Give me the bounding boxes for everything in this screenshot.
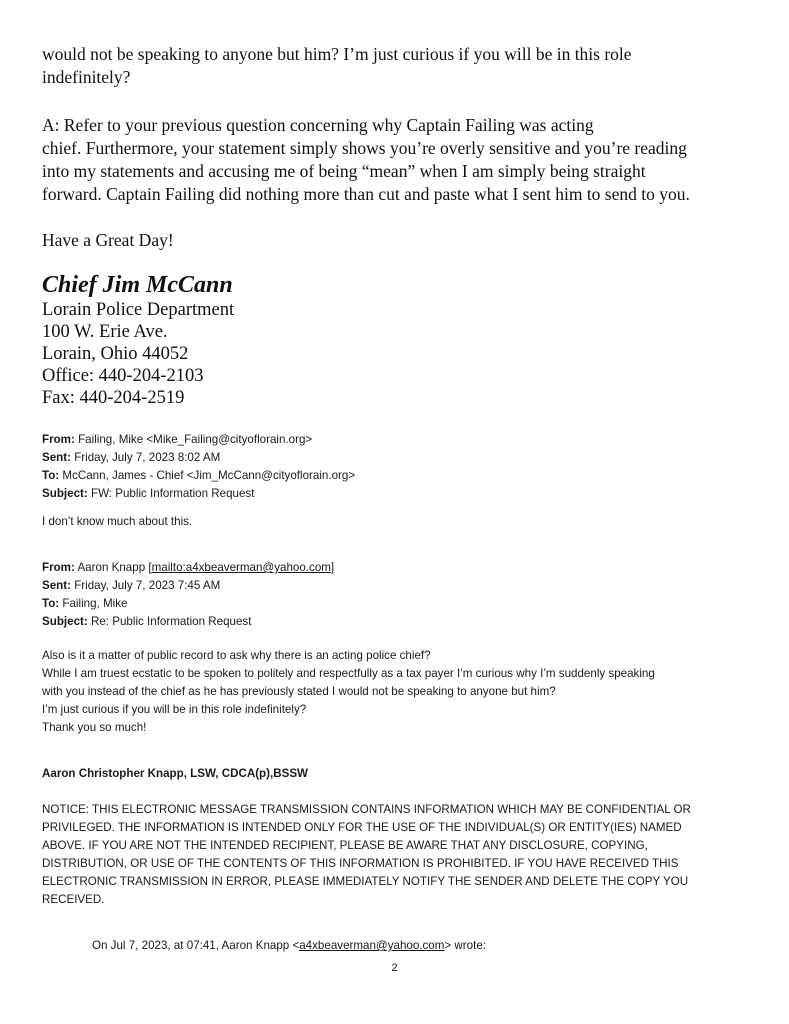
- text-line: NOTICE: THIS ELECTRONIC MESSAGE TRANSMISSION CONTAINS INFORMATION WHICH MAY BE CONFIDENTIAL OR: [42, 803, 691, 816]
- text-line: PRIVILEGED. THE INFORMATION IS INTENDED ONLY FOR THE USE OF THE INDIVIDUAL(S) OR ENTITY(IES) NAMED: [42, 821, 682, 834]
- label: To:: [42, 469, 60, 482]
- label: Sent:: [42, 451, 71, 464]
- quote-email-link[interactable]: a4xbeaverman@yahoo.com: [299, 939, 445, 952]
- signature-line: Office: 440-204-2103: [42, 366, 204, 386]
- email2-header: [42, 559, 759, 631]
- confidentiality-notice: [42, 801, 759, 909]
- quote-suffix: > wrote:: [444, 939, 486, 952]
- sent-value: Friday, July 7, 2023 8:02 AM: [74, 451, 221, 464]
- closing: Have a Great Day!: [42, 230, 174, 250]
- text-line: Thank you so much!: [42, 721, 147, 734]
- text-line: forward. Captain Failing did nothing more than cut and paste what I sent him to send to you.: [42, 184, 690, 204]
- email1-body: I don’t know much about this.: [42, 515, 193, 528]
- subject-value: Re: Public Information Request: [90, 615, 252, 628]
- to-value: McCann, James - Chief <Jim_McCann@cityoflorain.org>: [62, 469, 356, 482]
- signature-line: Lorain Police Department: [42, 300, 235, 320]
- text-line: chief. Furthermore, your statement simply shows you’re overly sensitive and you’re reading: [42, 138, 687, 158]
- sent-value: Friday, July 7, 2023 7:45 AM: [74, 579, 221, 592]
- text-line: indefinitely?: [42, 67, 131, 87]
- answer-paragraph: [42, 114, 759, 206]
- text-line: with you instead of the chief as he has previously stated I would not be speaking to anyone but him?: [42, 685, 556, 698]
- text-line: Also is it a matter of public record to ask why there is an acting police chief?: [42, 649, 431, 662]
- subject-value: FW: Public Information Request: [90, 487, 255, 500]
- text-line: RECEIVED.: [42, 893, 105, 906]
- text-line: While I am truest ecstatic to be spoken to politely and respectfully as a tax payer I’m curious why I’m suddenly speaking: [42, 667, 655, 680]
- text-line: DISTRIBUTION, OR USE OF THE CONTENTS OF THIS INFORMATION IS PROHIBITED. IF YOU HAVE RECEIVED THIS: [42, 857, 679, 870]
- label: From:: [42, 433, 75, 446]
- to-value: Failing, Mike: [62, 597, 128, 610]
- from-value: Aaron Knapp: [77, 561, 146, 574]
- from-value: Failing, Mike <Mike_Failing@cityoflorain.org>: [78, 433, 313, 446]
- mailto-link[interactable]: [mailto:a4xbeaverman@yahoo.com]: [148, 561, 335, 574]
- quoted-header: [92, 937, 759, 955]
- label: Subject:: [42, 615, 88, 628]
- email2-signature: Aaron Christopher Knapp, LSW, CDCA(p),BSSW: [42, 767, 309, 780]
- signature-line: Lorain, Ohio 44052: [42, 344, 189, 364]
- text-line: into my statements and accusing me of being “mean” when I am simply being straight: [42, 161, 646, 181]
- label: To:: [42, 597, 60, 610]
- text-line: A: Refer to your previous question concerning why Captain Failing was acting: [42, 115, 594, 135]
- signature-name: Chief Jim McCann: [42, 272, 233, 298]
- text-line: I’m just curious if you will be in this role indefinitely?: [42, 703, 307, 716]
- quote-prefix: On Jul 7, 2023, at 07:41, Aaron Knapp <: [92, 939, 300, 952]
- label: Subject:: [42, 487, 88, 500]
- text-line: would not be speaking to anyone but him? I’m just curious if you will be in this role: [42, 44, 632, 64]
- signature-line: 100 W. Erie Ave.: [42, 322, 168, 342]
- email2-body: [42, 647, 759, 737]
- signature-block: [42, 271, 759, 409]
- signature-line: Fax: 440-204-2519: [42, 388, 185, 408]
- text-line: ELECTRONIC TRANSMISSION IN ERROR, PLEASE IMMEDIATELY NOTIFY THE SENDER AND DELETE THE COPY YOU: [42, 875, 689, 888]
- label: From:: [42, 561, 75, 574]
- label: Sent:: [42, 579, 71, 592]
- intro-paragraph: [42, 43, 759, 89]
- page-number: 2: [391, 962, 398, 974]
- text-line: ABOVE. IF YOU ARE NOT THE INTENDED RECIPIENT, PLEASE BE AWARE THAT ANY DISCLOSURE, COPYING,: [42, 839, 648, 852]
- email1-header: [42, 431, 759, 503]
